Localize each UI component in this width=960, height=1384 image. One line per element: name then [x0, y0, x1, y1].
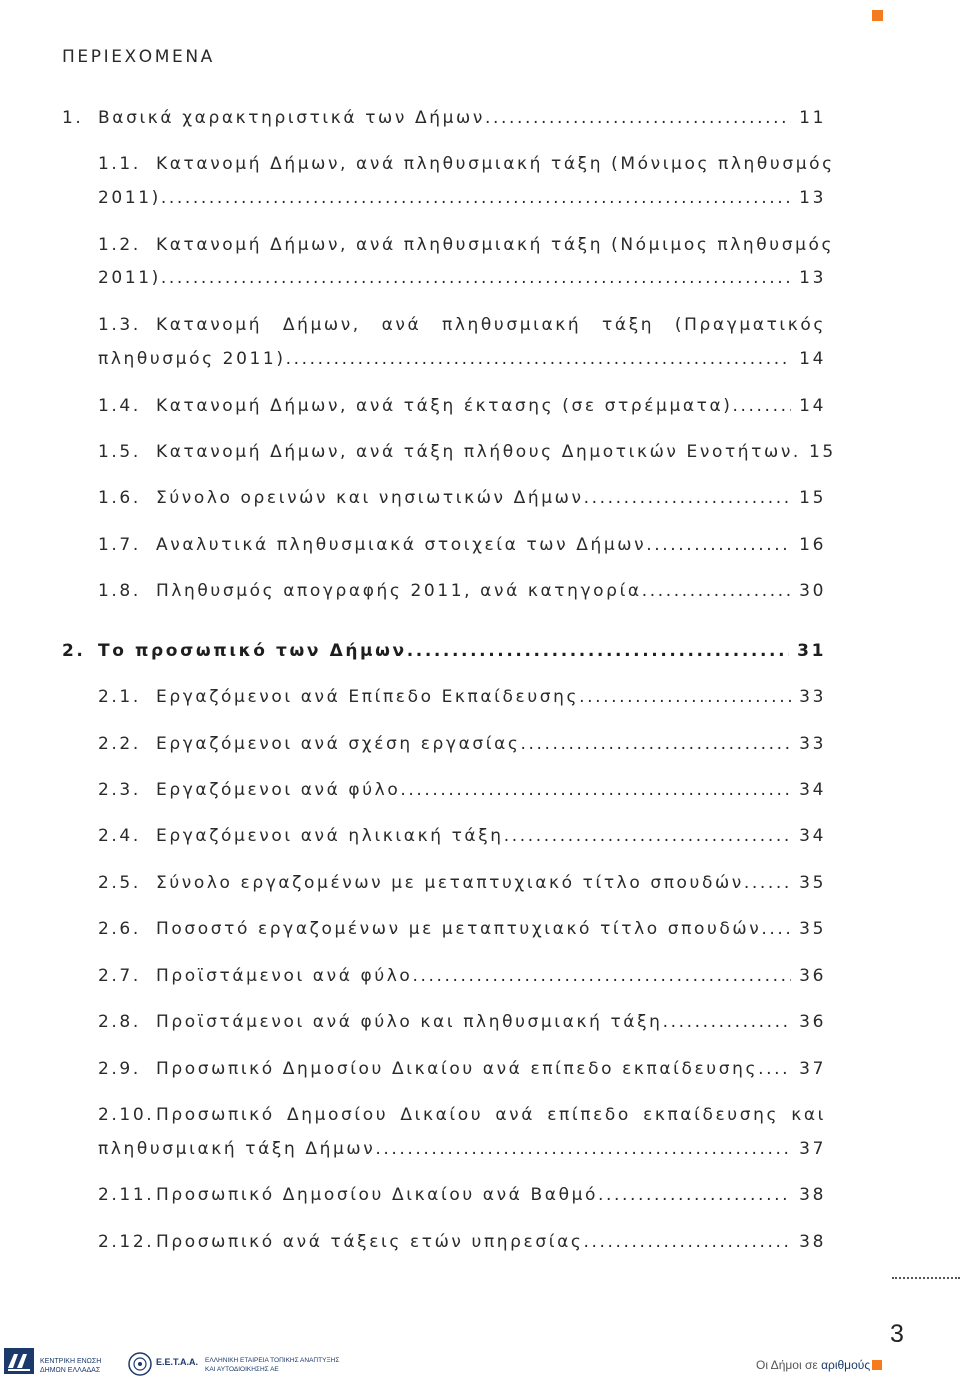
toc-entry-1-8[interactable]	[98, 581, 826, 601]
toc-title: Κατανομή Δήμων, ανά πληθυσμιακή τάξη (Μόνιμος πληθυσμός	[156, 154, 835, 174]
toc-leader-dots	[161, 188, 791, 208]
toc-leader-dots	[642, 581, 791, 601]
toc-number: 1.8.	[98, 581, 141, 601]
toc-title: Κατανομή Δήμων, ανά πληθυσμιακή τάξη (Νόμιμος πληθυσμός	[156, 235, 835, 255]
toc-number: 1.7.	[98, 535, 141, 555]
toc-title: Εργαζόμενοι ανά σχέση εργασίας	[156, 734, 521, 754]
toc-entry-1-2-line1[interactable]	[98, 235, 835, 255]
toc-number: 2.8.	[98, 1012, 141, 1032]
toc-entry-1-3-line2[interactable]	[98, 349, 826, 369]
toc-leader-dots	[579, 687, 791, 707]
toc-page-number: 33	[799, 687, 826, 707]
toc-number: 2.6.	[98, 919, 141, 939]
toc-entry-1-1-line2[interactable]	[98, 188, 826, 208]
toc-entry-2-6[interactable]	[98, 919, 826, 939]
toc-title: Ποσοστό εργαζομένων με μεταπτυχιακό τίτλο σπουδών	[156, 919, 762, 939]
toc-title-continued: πληθυσμός 2011)	[98, 349, 286, 369]
toc-page-number: 15	[799, 488, 826, 508]
toc-entry-2-8[interactable]	[98, 1012, 826, 1032]
eetaa-line2: ΚΑΙ ΑΥΤΟΔΙΟΙΚΗΣΗΣ ΑΕ	[205, 1366, 279, 1373]
toc-leader-dots	[375, 1139, 791, 1159]
toc-number: 2.3.	[98, 780, 141, 800]
toc-leader-dots	[744, 873, 791, 893]
toc-title-continued: 2011)	[98, 188, 161, 208]
kede-label	[40, 1357, 101, 1375]
footer-accent-square	[872, 1360, 882, 1370]
toc-title: Βασικά χαρακτηριστικά των Δήμων	[98, 108, 485, 128]
toc-title: Πληθυσμός απογραφής 2011, ανά κατηγορία	[156, 581, 642, 601]
footer-brand-prefix: Οι Δήμοι σε	[756, 1358, 818, 1372]
toc-title: Κατανομή Δήμων, ανά πληθυσμιακή τάξη (Πραγματικός	[156, 315, 826, 335]
toc-leader-dots	[286, 349, 792, 369]
toc-entry-1-7[interactable]	[98, 535, 826, 555]
toc-entry-1-1-line1[interactable]	[98, 154, 835, 174]
toc-page-number: 36	[799, 966, 826, 986]
page-title: ΠΕΡΙΕΧΟΜΕΝΑ	[62, 47, 215, 67]
toc-page-number: 14	[799, 396, 826, 416]
eetaa-name: Ε.Ε.Τ.Α.Α.	[156, 1357, 199, 1367]
toc-entry-2-2[interactable]	[98, 734, 826, 754]
toc-entry-1-5[interactable]	[98, 442, 836, 462]
toc-entry-1-2-line2[interactable]	[98, 268, 826, 288]
toc-number: 2.5.	[98, 873, 141, 893]
toc-page-number: 31	[797, 641, 826, 661]
toc-leader-dots	[161, 268, 791, 288]
toc-leader-dots	[758, 1059, 791, 1079]
toc-page-number: 35	[799, 873, 826, 893]
toc-number: 2.	[62, 641, 86, 661]
toc-leader-dots	[412, 966, 791, 986]
toc-number: 1.2.	[98, 235, 141, 255]
toc-page-number: 35	[799, 919, 826, 939]
toc-entry-2-7[interactable]	[98, 966, 826, 986]
toc-title: Προσωπικό Δημοσίου Δικαίου ανά επίπεδο εκπαίδευσης και	[156, 1105, 826, 1125]
toc-page-number: 13	[799, 268, 826, 288]
toc-leader-dots	[598, 1185, 791, 1205]
toc-entry-2-5[interactable]	[98, 873, 826, 893]
toc-title: Προσωπικό ανά τάξεις ετών υπηρεσίας	[156, 1232, 584, 1252]
toc-entry-1[interactable]	[62, 108, 826, 128]
toc-leader-dots	[733, 396, 792, 416]
toc-title: Προϊστάμενοι ανά φύλο	[156, 966, 413, 986]
toc-entry-2-11[interactable]	[98, 1185, 826, 1205]
toc-page-number: 15	[808, 442, 836, 462]
toc-leader-dots	[504, 826, 791, 846]
toc-title: Αναλυτικά πληθυσμιακά στοιχεία των Δήμων	[156, 535, 647, 555]
eetaa-logo-icon	[128, 1352, 152, 1376]
kede-line1: ΚΕΝΤΡΙΚΗ ΕΝΩΣΗ	[40, 1358, 102, 1365]
toc-page-number: 16	[799, 535, 826, 555]
toc-number: 1.6.	[98, 488, 141, 508]
toc-title: Εργαζόμενοι ανά φύλο	[156, 780, 401, 800]
footer-brand-word: αριθμούς	[821, 1358, 871, 1372]
kede-line2: ΔΗΜΩΝ ΕΛΛΑΔΑΣ	[40, 1367, 101, 1374]
toc-page-number: 36	[799, 1012, 826, 1032]
toc-number: 2.9.	[98, 1059, 141, 1079]
toc-title: Το προσωπικό των Δήμων	[98, 641, 407, 661]
eetaa-label	[205, 1356, 339, 1374]
toc-title: Κατανομή Δήμων, ανά τάξη έκτασης (σε στρέμματα)	[156, 396, 733, 416]
footer-divider	[892, 1277, 960, 1279]
toc-leader-dots	[663, 1012, 792, 1032]
toc-leader-dots	[584, 488, 792, 508]
toc-number: 2.1.	[98, 687, 141, 707]
page-number: 3	[890, 1320, 904, 1348]
toc-leader-dots	[646, 535, 791, 555]
toc-entry-2[interactable]	[62, 641, 826, 661]
toc-page-number: 34	[799, 826, 826, 846]
toc-title-continued: πληθυσμιακή τάξη Δήμων	[98, 1139, 376, 1159]
toc-page-number: 37	[799, 1139, 826, 1159]
toc-title: Εργαζόμενοι ανά Επίπεδο Εκπαίδευσης	[156, 687, 580, 707]
toc-entry-2-10-line1[interactable]	[98, 1105, 826, 1125]
toc-page-number: 38	[799, 1232, 826, 1252]
toc-entry-2-4[interactable]	[98, 826, 826, 846]
toc-entry-1-6[interactable]	[98, 488, 826, 508]
toc-title: Προσωπικό Δημοσίου Δικαίου ανά Βαθμό	[156, 1185, 598, 1205]
toc-number: 1.5.	[98, 442, 141, 462]
toc-number: 2.10.	[98, 1105, 155, 1125]
toc-leader-dots	[521, 734, 792, 754]
toc-number: 1.1.	[98, 154, 141, 174]
toc-entry-2-3[interactable]	[98, 780, 826, 800]
kede-logo-icon	[4, 1348, 34, 1374]
eetaa-line1: ΕΛΛΗΝΙΚΗ ΕΤΑΙΡΕΙΑ ΤΟΠΙΚΗΣ ΑΝΑΠΤΥΞΗΣ	[205, 1357, 340, 1364]
toc-entry-2-12[interactable]	[98, 1232, 826, 1252]
toc-page-number: 14	[799, 349, 826, 369]
toc-number: 1.3.	[98, 315, 141, 335]
toc-number: 2.7.	[98, 966, 141, 986]
toc-title: Προσωπικό Δημοσίου Δικαίου ανά επίπεδο εκπαίδευσης	[156, 1059, 759, 1079]
toc-number: 1.	[62, 108, 84, 128]
toc-number: 2.12.	[98, 1232, 155, 1252]
toc-title: Σύνολο ορεινών και νησιωτικών Δήμων	[156, 488, 584, 508]
toc-page-number: 11	[799, 108, 826, 128]
toc-title: Εργαζόμενοι ανά ηλικιακή τάξη	[156, 826, 504, 846]
toc-entry-2-10-line2[interactable]	[98, 1139, 826, 1159]
toc-title-continued: 2011)	[98, 268, 161, 288]
toc-leader-dots	[400, 780, 791, 800]
toc-page-number: 30	[799, 581, 826, 601]
toc-page-number: 34	[799, 780, 826, 800]
toc-page-number: 37	[799, 1059, 826, 1079]
toc-title: Προϊστάμενοι ανά φύλο και πληθυσμιακή τάξη	[156, 1012, 663, 1032]
toc-number: 2.4.	[98, 826, 141, 846]
toc-page-number: 33	[799, 734, 826, 754]
toc-leader-dots	[583, 1232, 791, 1252]
toc-entry-1-3-line1[interactable]	[98, 315, 826, 335]
kede-logo-block	[0, 1340, 130, 1384]
toc-entry-2-1[interactable]	[98, 687, 826, 707]
toc-leader-dots	[407, 641, 789, 661]
toc-title: Σύνολο εργαζομένων με μεταπτυχιακό τίτλο σπουδών	[156, 873, 744, 893]
toc-leader-dots	[761, 919, 791, 939]
toc-title: Κατανομή Δήμων, ανά τάξη πλήθους Δημοτικών Ενοτήτων.	[156, 442, 801, 462]
toc-page-number: 38	[799, 1185, 826, 1205]
footer-brand	[756, 1358, 870, 1372]
toc-leader-dots	[485, 108, 791, 128]
toc-entry-2-9[interactable]	[98, 1059, 826, 1079]
toc-page-number: 13	[799, 188, 826, 208]
toc-entry-1-4[interactable]	[98, 396, 826, 416]
corner-accent-square	[872, 10, 883, 21]
toc-number: 2.2.	[98, 734, 141, 754]
toc-number: 2.11.	[98, 1185, 155, 1205]
toc-number: 1.4.	[98, 396, 141, 416]
